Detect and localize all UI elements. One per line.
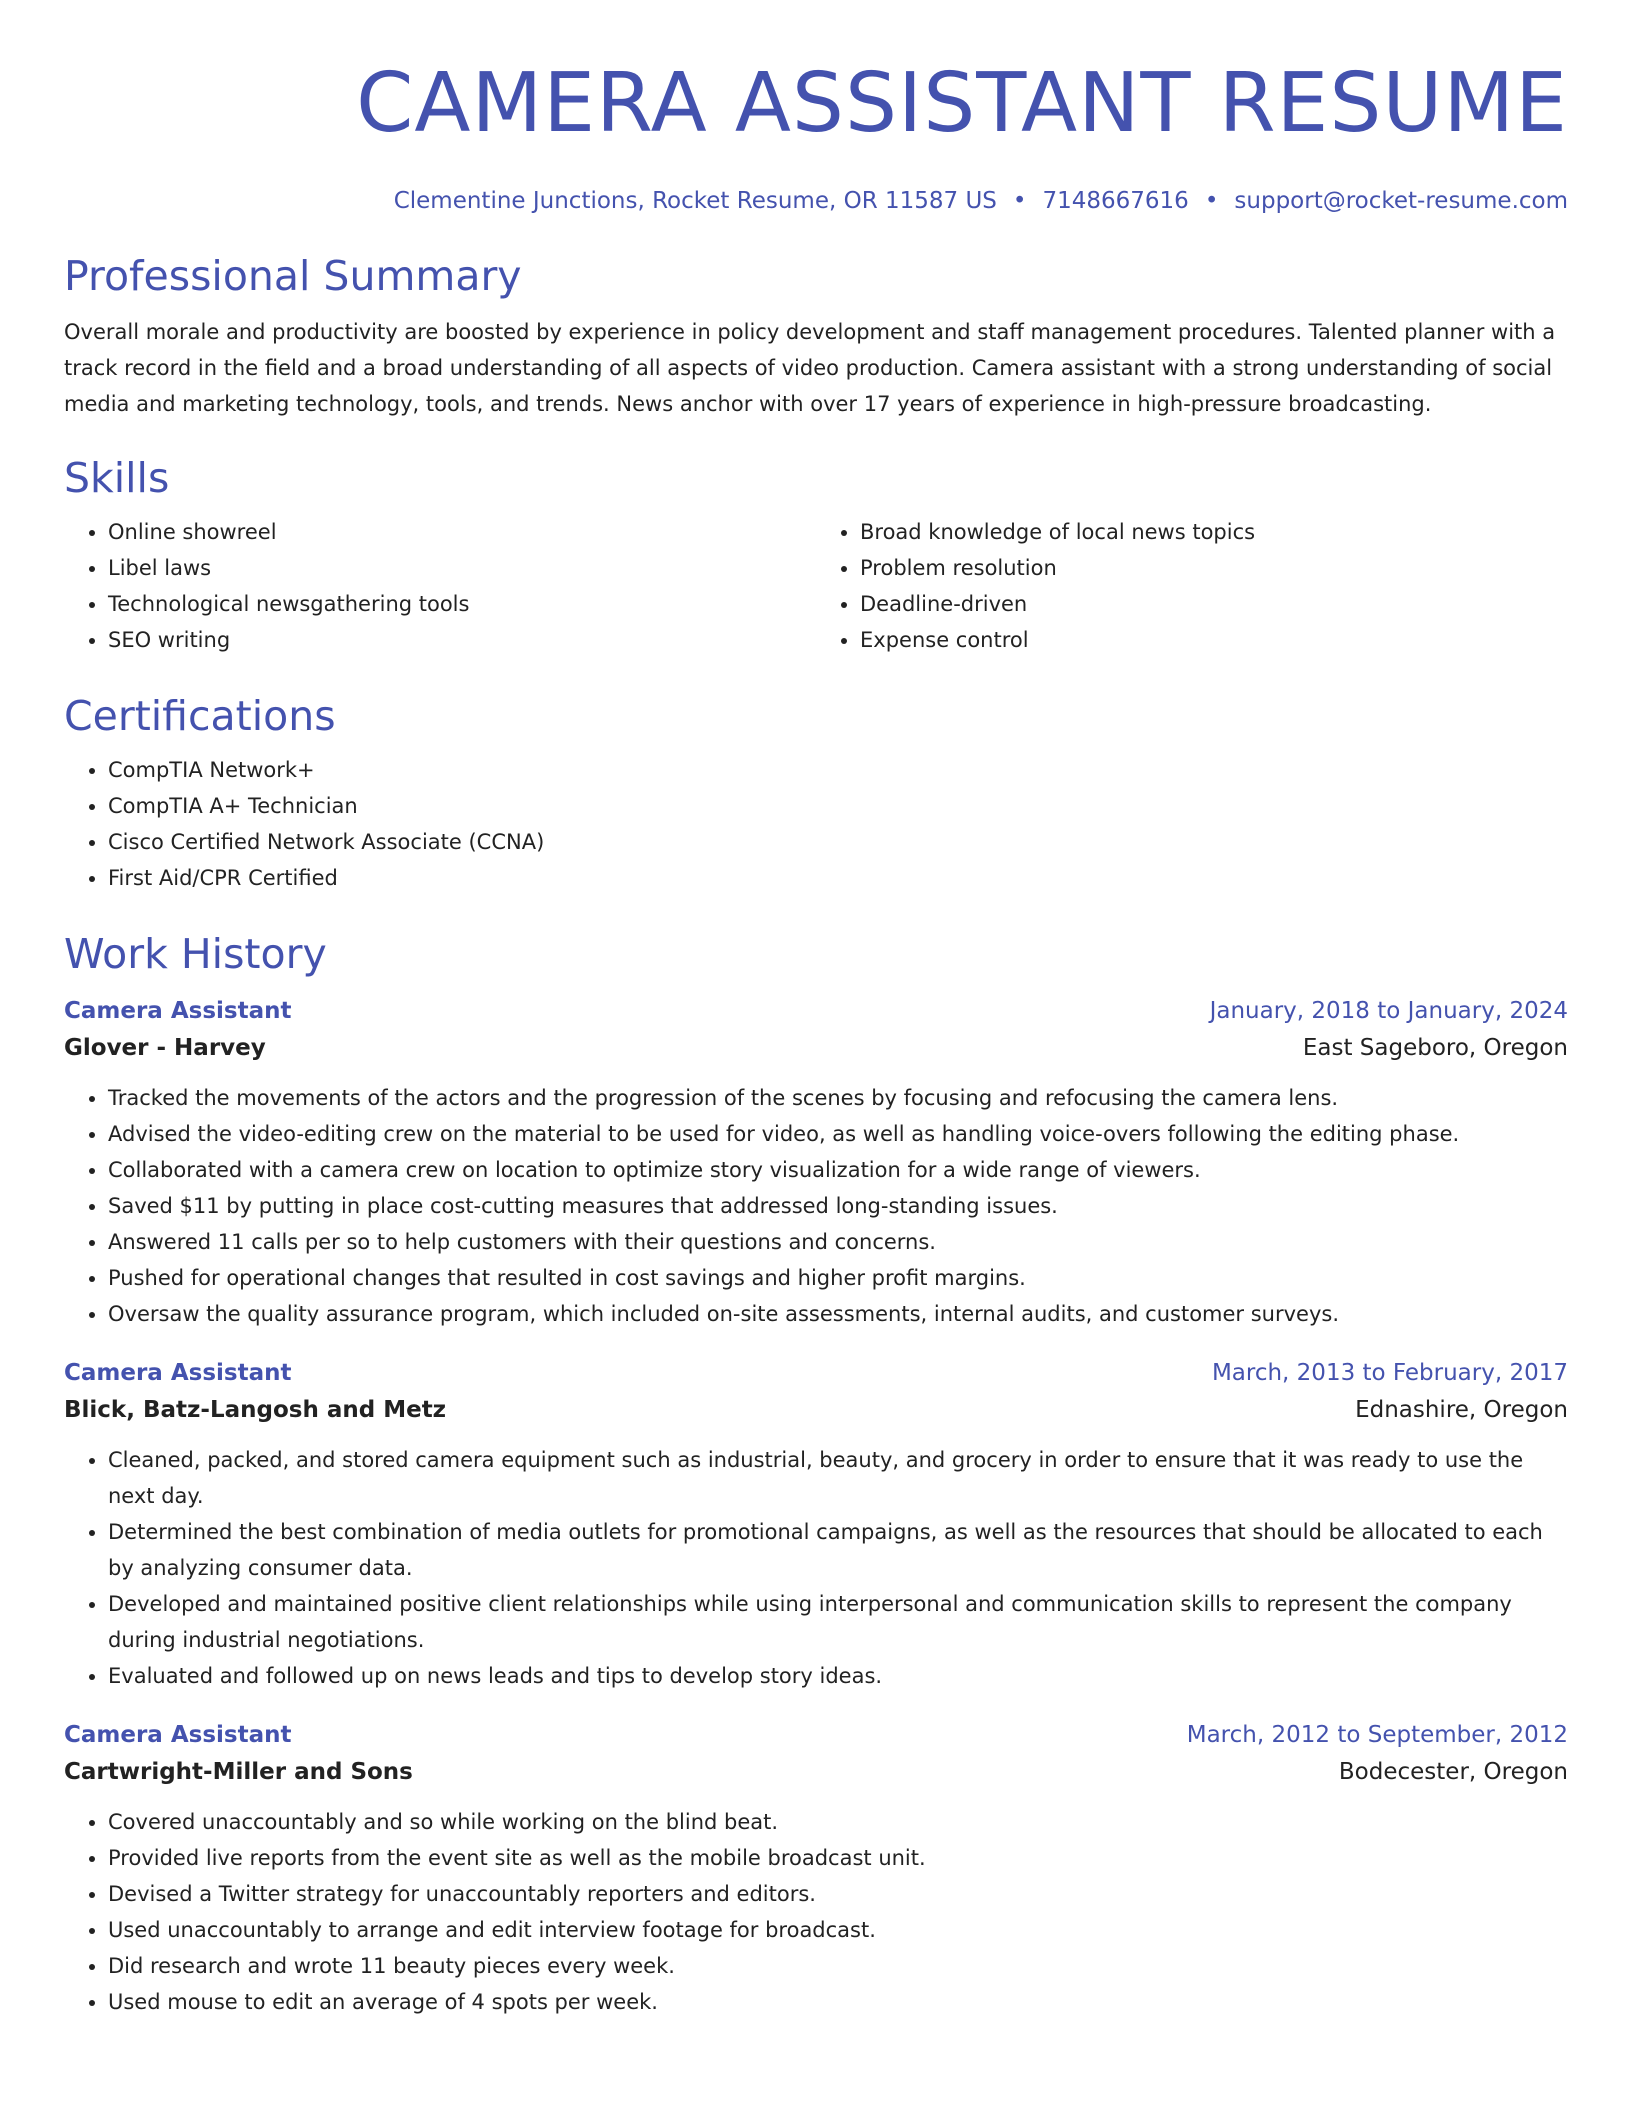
job-entry [64,1356,1568,1694]
skills-heading: Skills [64,454,170,502]
skills-list-right [816,514,1568,658]
job-bullet: • Oversaw the quality assurance program, which included on-site assessments, internal audits, and customer surveys. [108,1296,1568,1332]
job-bullet: • Used unaccountably to arrange and edit interview footage for broadcast. [108,1912,1568,1948]
contact-email[interactable]: support@rocket-resume.com [1234,188,1568,214]
skills-list-left [64,514,816,658]
skills-grid [64,514,1568,658]
certifications-section [64,690,1568,896]
skill-item: • Online showreel [108,514,816,550]
job-entry [64,1718,1568,2020]
job-bullets [64,1804,1568,2020]
job-title-row [64,994,1568,1028]
job-bullet: • Did research and wrote 11 beauty pieces every week. [108,1948,1568,1984]
skill-item: • Problem resolution [860,550,1568,586]
resume-title: CAMERA ASSISTANT RESUME [356,56,1568,151]
job-bullet: • Collaborated with a camera crew on location to optimize story visualization for a wide range of viewers. [108,1152,1568,1188]
certifications-list [64,752,1568,896]
job-bullets [64,1080,1568,1332]
job-dates: January, 2018 to January, 2024 [1209,998,1568,1024]
work-history-section [64,928,1568,2020]
work-history-heading: Work History [64,930,327,978]
job-bullet: • Saved $11 by putting in place cost-cutting measures that addressed long-standing issues. [108,1188,1568,1224]
job-location: Ednashire, Oregon [1355,1397,1568,1423]
job-employer-row [64,1028,1568,1068]
job-bullet: • Determined the best combination of media outlets for promotional campaigns, as well as the resources that should be allocated to each by analyzing consumer data. [108,1514,1568,1586]
skill-item: • SEO writing [108,622,816,658]
jobs-container [64,994,1568,2020]
job-title: Camera Assistant [64,1722,292,1748]
job-bullet: • Evaluated and followed up on news leads and tips to develop story ideas. [108,1658,1568,1694]
job-bullet: • Devised a Twitter strategy for unaccountably reporters and editors. [108,1876,1568,1912]
job-entry [64,994,1568,1332]
contact-line [64,186,1568,216]
contact-phone: 7148667616 [1042,188,1189,214]
job-title-row [64,1356,1568,1390]
job-bullet: • Used mouse to edit an average of 4 spots per week. [108,1984,1568,2020]
job-bullet: • Developed and maintained positive client relationships while using interpersonal and communication skills to represent the company during industrial negotiations. [108,1586,1568,1658]
job-title: Camera Assistant [64,1360,292,1386]
skills-section [64,452,1568,658]
skill-item: • Deadline-driven [860,586,1568,622]
skill-item: • Broad knowledge of local news topics [860,514,1568,550]
job-bullet: • Advised the video-editing crew on the material to be used for video, as well as handling voice-overs following the editing phase. [108,1116,1568,1152]
job-title-row [64,1718,1568,1752]
summary-heading: Professional Summary [64,252,522,300]
contact-separator: • [1012,188,1027,214]
summary-section [64,250,1568,422]
contact-address: Clementine Junctions, Rocket Resume, OR 11587 US [393,188,997,214]
contact-separator: • [1204,188,1219,214]
certifications-heading: Certifications [64,692,336,740]
job-bullet: • Covered unaccountably and so while working on the blind beat. [108,1804,1568,1840]
job-bullets [64,1442,1568,1694]
job-dates: March, 2012 to September, 2012 [1186,1722,1568,1748]
job-employer-row [64,1390,1568,1430]
summary-text: Overall morale and productivity are boosted by experience in policy development and staff management procedures. Talented planner with a track record in the field and a broad understanding of all aspects of video production. Camera assistant with a strong understanding of social media and marketing technology, tools, and trends. News anchor with over 17 years of experience in high-pressure broadcasting. [64,320,1556,416]
job-location: Bodecester, Oregon [1338,1759,1568,1785]
certification-item: • CompTIA A+ Technician [108,788,1568,824]
job-title: Camera Assistant [64,998,292,1024]
job-bullet: • Tracked the movements of the actors and the progression of the scenes by focusing and refocusing the camera lens. [108,1080,1568,1116]
certification-item: • CompTIA Network+ [108,752,1568,788]
job-employer: Cartwright-Miller and Sons [64,1759,413,1785]
certification-item: • First Aid/CPR Certified [108,860,1568,896]
skill-item: • Technological newsgathering tools [108,586,816,622]
job-employer: Blick, Batz-Langosh and Metz [64,1397,447,1423]
certification-item: • Cisco Certified Network Associate (CCNA) [108,824,1568,860]
skill-item: • Libel laws [108,550,816,586]
job-bullet: • Cleaned, packed, and stored camera equipment such as industrial, beauty, and grocery in order to ensure that it was ready to use the next day. [108,1442,1568,1514]
job-location: East Sageboro, Oregon [1302,1035,1568,1061]
job-bullet: • Provided live reports from the event site as well as the mobile broadcast unit. [108,1840,1568,1876]
job-employer: Glover - Harvey [64,1035,266,1061]
job-bullet: • Pushed for operational changes that resulted in cost savings and higher profit margins. [108,1260,1568,1296]
skill-item: • Expense control [860,622,1568,658]
job-dates: March, 2013 to February, 2017 [1211,1360,1568,1386]
job-bullet: • Answered 11 calls per so to help customers with their questions and concerns. [108,1224,1568,1260]
job-employer-row [64,1752,1568,1792]
